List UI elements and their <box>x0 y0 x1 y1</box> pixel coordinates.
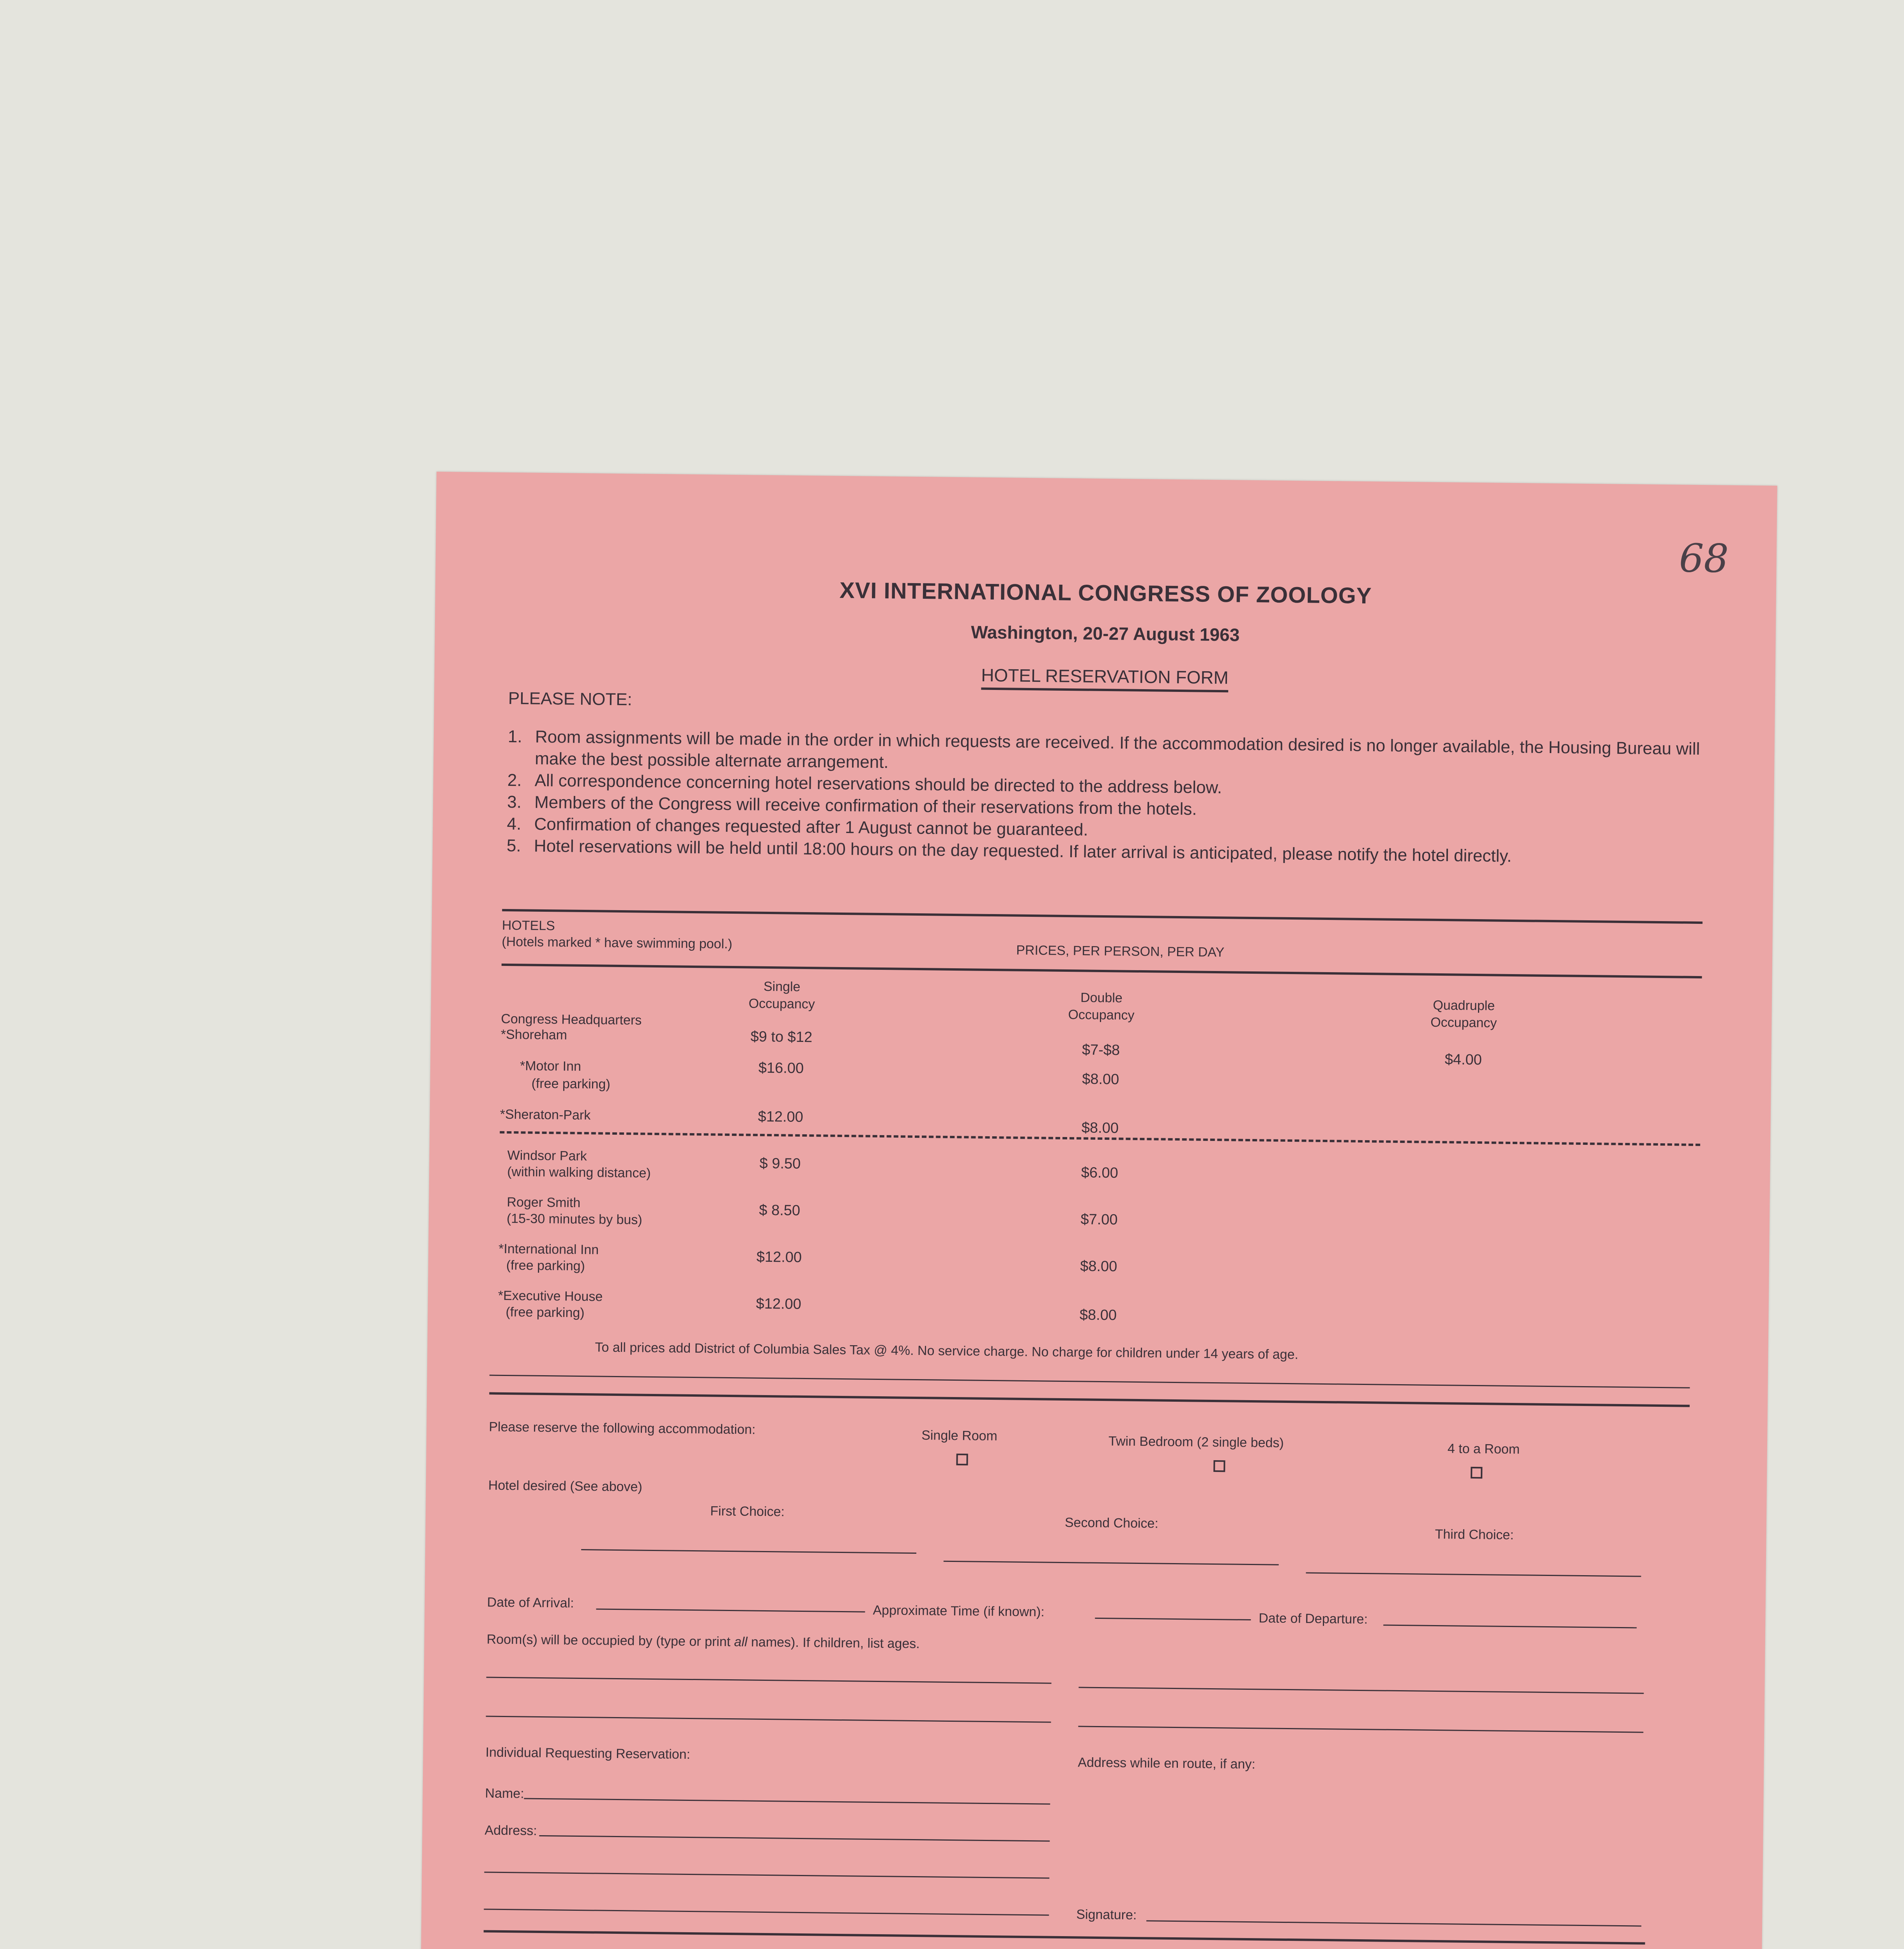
address-label: Address: <box>484 1823 537 1838</box>
hotel-name: *International Inn <box>498 1241 599 1257</box>
occupied-by-text-end: names). If children, list ages. <box>747 1634 920 1652</box>
form-title <box>434 659 1775 694</box>
hotel-name: *Executive House <box>498 1288 603 1304</box>
price-double: $7-$8 <box>1082 1042 1120 1059</box>
hotel-desired-label: Hotel desired (See above) <box>488 1478 642 1494</box>
notes-heading: PLEASE NOTE: <box>508 688 633 709</box>
note-text: Hotel reservations will be held until 18:00 hours on the day requested. If later arrival is anticipated, please notify the hotel directly. <box>534 836 1512 866</box>
four-room-label: 4 to a Room <box>1447 1441 1520 1457</box>
occupied-by-label <box>486 1632 919 1652</box>
hotel-note: (within walking distance) <box>507 1164 651 1181</box>
approx-time-field[interactable] <box>1095 1618 1251 1620</box>
price-single: $9 to $12 <box>750 1028 813 1046</box>
hotel-note: (free parking) <box>531 1076 610 1092</box>
occupant-name-field[interactable] <box>1078 1687 1644 1694</box>
occupied-by-all: all <box>734 1634 748 1650</box>
occupied-by-text: Room(s) will be occupied by (type or print <box>486 1632 734 1650</box>
note-text: Members of the Congress will receive confirmation of their reservations from the hotels. <box>534 792 1197 819</box>
note-number: 1. <box>507 727 522 746</box>
hotel-note: (15-30 minutes by bus) <box>506 1211 642 1227</box>
pool-note: (Hotels marked * have swimming pool.) <box>502 934 732 952</box>
four-room-checkbox[interactable] <box>1471 1467 1482 1479</box>
note-number: 5. <box>506 836 521 856</box>
price-double: $6.00 <box>1081 1164 1119 1181</box>
divider <box>489 1392 1690 1407</box>
date-arrival-field[interactable] <box>596 1608 865 1612</box>
divider <box>490 1375 1690 1388</box>
note-text: All correspondence concerning hotel reservations should be directed to the address below. <box>534 771 1222 798</box>
form-title-text: HOTEL RESERVATION FORM <box>981 665 1229 693</box>
reserve-label: Please reserve the following accommodation: <box>489 1419 756 1437</box>
price-single: $ 8.50 <box>759 1202 801 1219</box>
price-single: $12.00 <box>758 1108 804 1125</box>
hotels-label: HOTELS <box>502 918 555 934</box>
hotel-name: Windsor Park <box>507 1148 587 1164</box>
occupant-name-field[interactable] <box>486 1716 1051 1723</box>
congress-title: XVI INTERNATIONAL CONGRESS OF ZOOLOGY <box>839 577 1372 609</box>
price-single: $ 9.50 <box>759 1155 801 1172</box>
date-arrival-label: Date of Arrival: <box>487 1595 574 1611</box>
twin-bedroom-checkbox[interactable] <box>1213 1460 1225 1472</box>
divider <box>502 964 1702 978</box>
signature-field[interactable] <box>1146 1920 1641 1926</box>
single-room-label: Single Room <box>921 1428 998 1444</box>
date-departure-field[interactable] <box>1383 1625 1637 1629</box>
hq-label: Congress Headquarters <box>501 1011 642 1028</box>
address-field[interactable] <box>484 1871 1049 1878</box>
third-choice-label: Third Choice: <box>1435 1526 1514 1543</box>
second-choice-label: Second Choice: <box>1064 1515 1159 1531</box>
col-quadruple-occupancy: Quadruple Occupancy <box>1430 997 1497 1031</box>
occupant-name-field[interactable] <box>1078 1726 1643 1733</box>
hotel-note: (free parking) <box>506 1304 585 1321</box>
hotel-name: *Motor Inn <box>520 1058 582 1074</box>
price-double: $8.00 <box>1079 1307 1117 1324</box>
col-single-occupancy: Single Occupancy <box>748 979 815 1012</box>
date-departure-label: Date of Departure: <box>1259 1611 1368 1627</box>
note-text: Room assignments will be made in the order in which requests are received. If the accommodation desired is no longer available, the Housing Bureau will make the best possible alternate arrangement. <box>535 727 1700 772</box>
note-text: Confirmation of changes requested after 1 August cannot be guaranteed. <box>534 814 1088 840</box>
price-double: $8.00 <box>1082 1071 1119 1088</box>
individual-requesting-label: Individual Requesting Reservation: <box>485 1745 691 1762</box>
note-number: 3. <box>507 792 522 812</box>
reservation-form-sheet <box>419 472 1777 1949</box>
name-field[interactable] <box>524 1798 1050 1805</box>
single-room-checkbox[interactable] <box>956 1454 968 1465</box>
hotel-name: Roger Smith <box>507 1194 581 1210</box>
price-single: $16.00 <box>758 1059 804 1077</box>
first-choice-label: First Choice: <box>710 1503 785 1519</box>
price-double: $8.00 <box>1081 1120 1119 1137</box>
price-double: $8.00 <box>1080 1258 1117 1275</box>
hotel-note: (free parking) <box>506 1257 585 1274</box>
price-single: $12.00 <box>756 1249 802 1266</box>
col-double-occupancy: Double Occupancy <box>1068 990 1135 1023</box>
twin-bedroom-label: Twin Bedroom (2 single beds) <box>1108 1434 1284 1450</box>
price-double: $7.00 <box>1080 1211 1118 1228</box>
notes-list <box>507 726 1701 869</box>
name-label: Name: <box>485 1786 524 1801</box>
en-route-address-label: Address while en route, if any: <box>1078 1755 1256 1772</box>
price-quad: $4.00 <box>1444 1051 1482 1068</box>
divider <box>502 909 1702 924</box>
price-single: $12.00 <box>756 1295 802 1312</box>
tax-note: To all prices add District of Columbia Sales Tax @ 4%. No service charge. No charge for children under 14 years of age. <box>595 1340 1299 1362</box>
approx-time-label: Approximate Time (if known): <box>873 1602 1045 1620</box>
occupant-name-field[interactable] <box>486 1677 1052 1684</box>
address-field[interactable] <box>539 1835 1050 1842</box>
address-field[interactable] <box>484 1908 1049 1915</box>
second-choice-field[interactable] <box>944 1561 1279 1565</box>
congress-subtitle: Washington, 20-27 August 1963 <box>971 622 1240 645</box>
signature-label: Signature: <box>1076 1907 1137 1923</box>
note-number: 2. <box>507 770 522 790</box>
note-number: 4. <box>507 814 522 834</box>
prices-label: PRICES, PER PERSON, PER DAY <box>1016 943 1225 960</box>
first-choice-field[interactable] <box>581 1549 916 1554</box>
hotel-name: *Shoreham <box>500 1027 567 1043</box>
third-choice-field[interactable] <box>1306 1572 1641 1577</box>
divider <box>484 1930 1645 1944</box>
hotel-name: *Sheraton-Park <box>500 1107 591 1123</box>
handwritten-page-number: 68 <box>1679 535 1729 582</box>
